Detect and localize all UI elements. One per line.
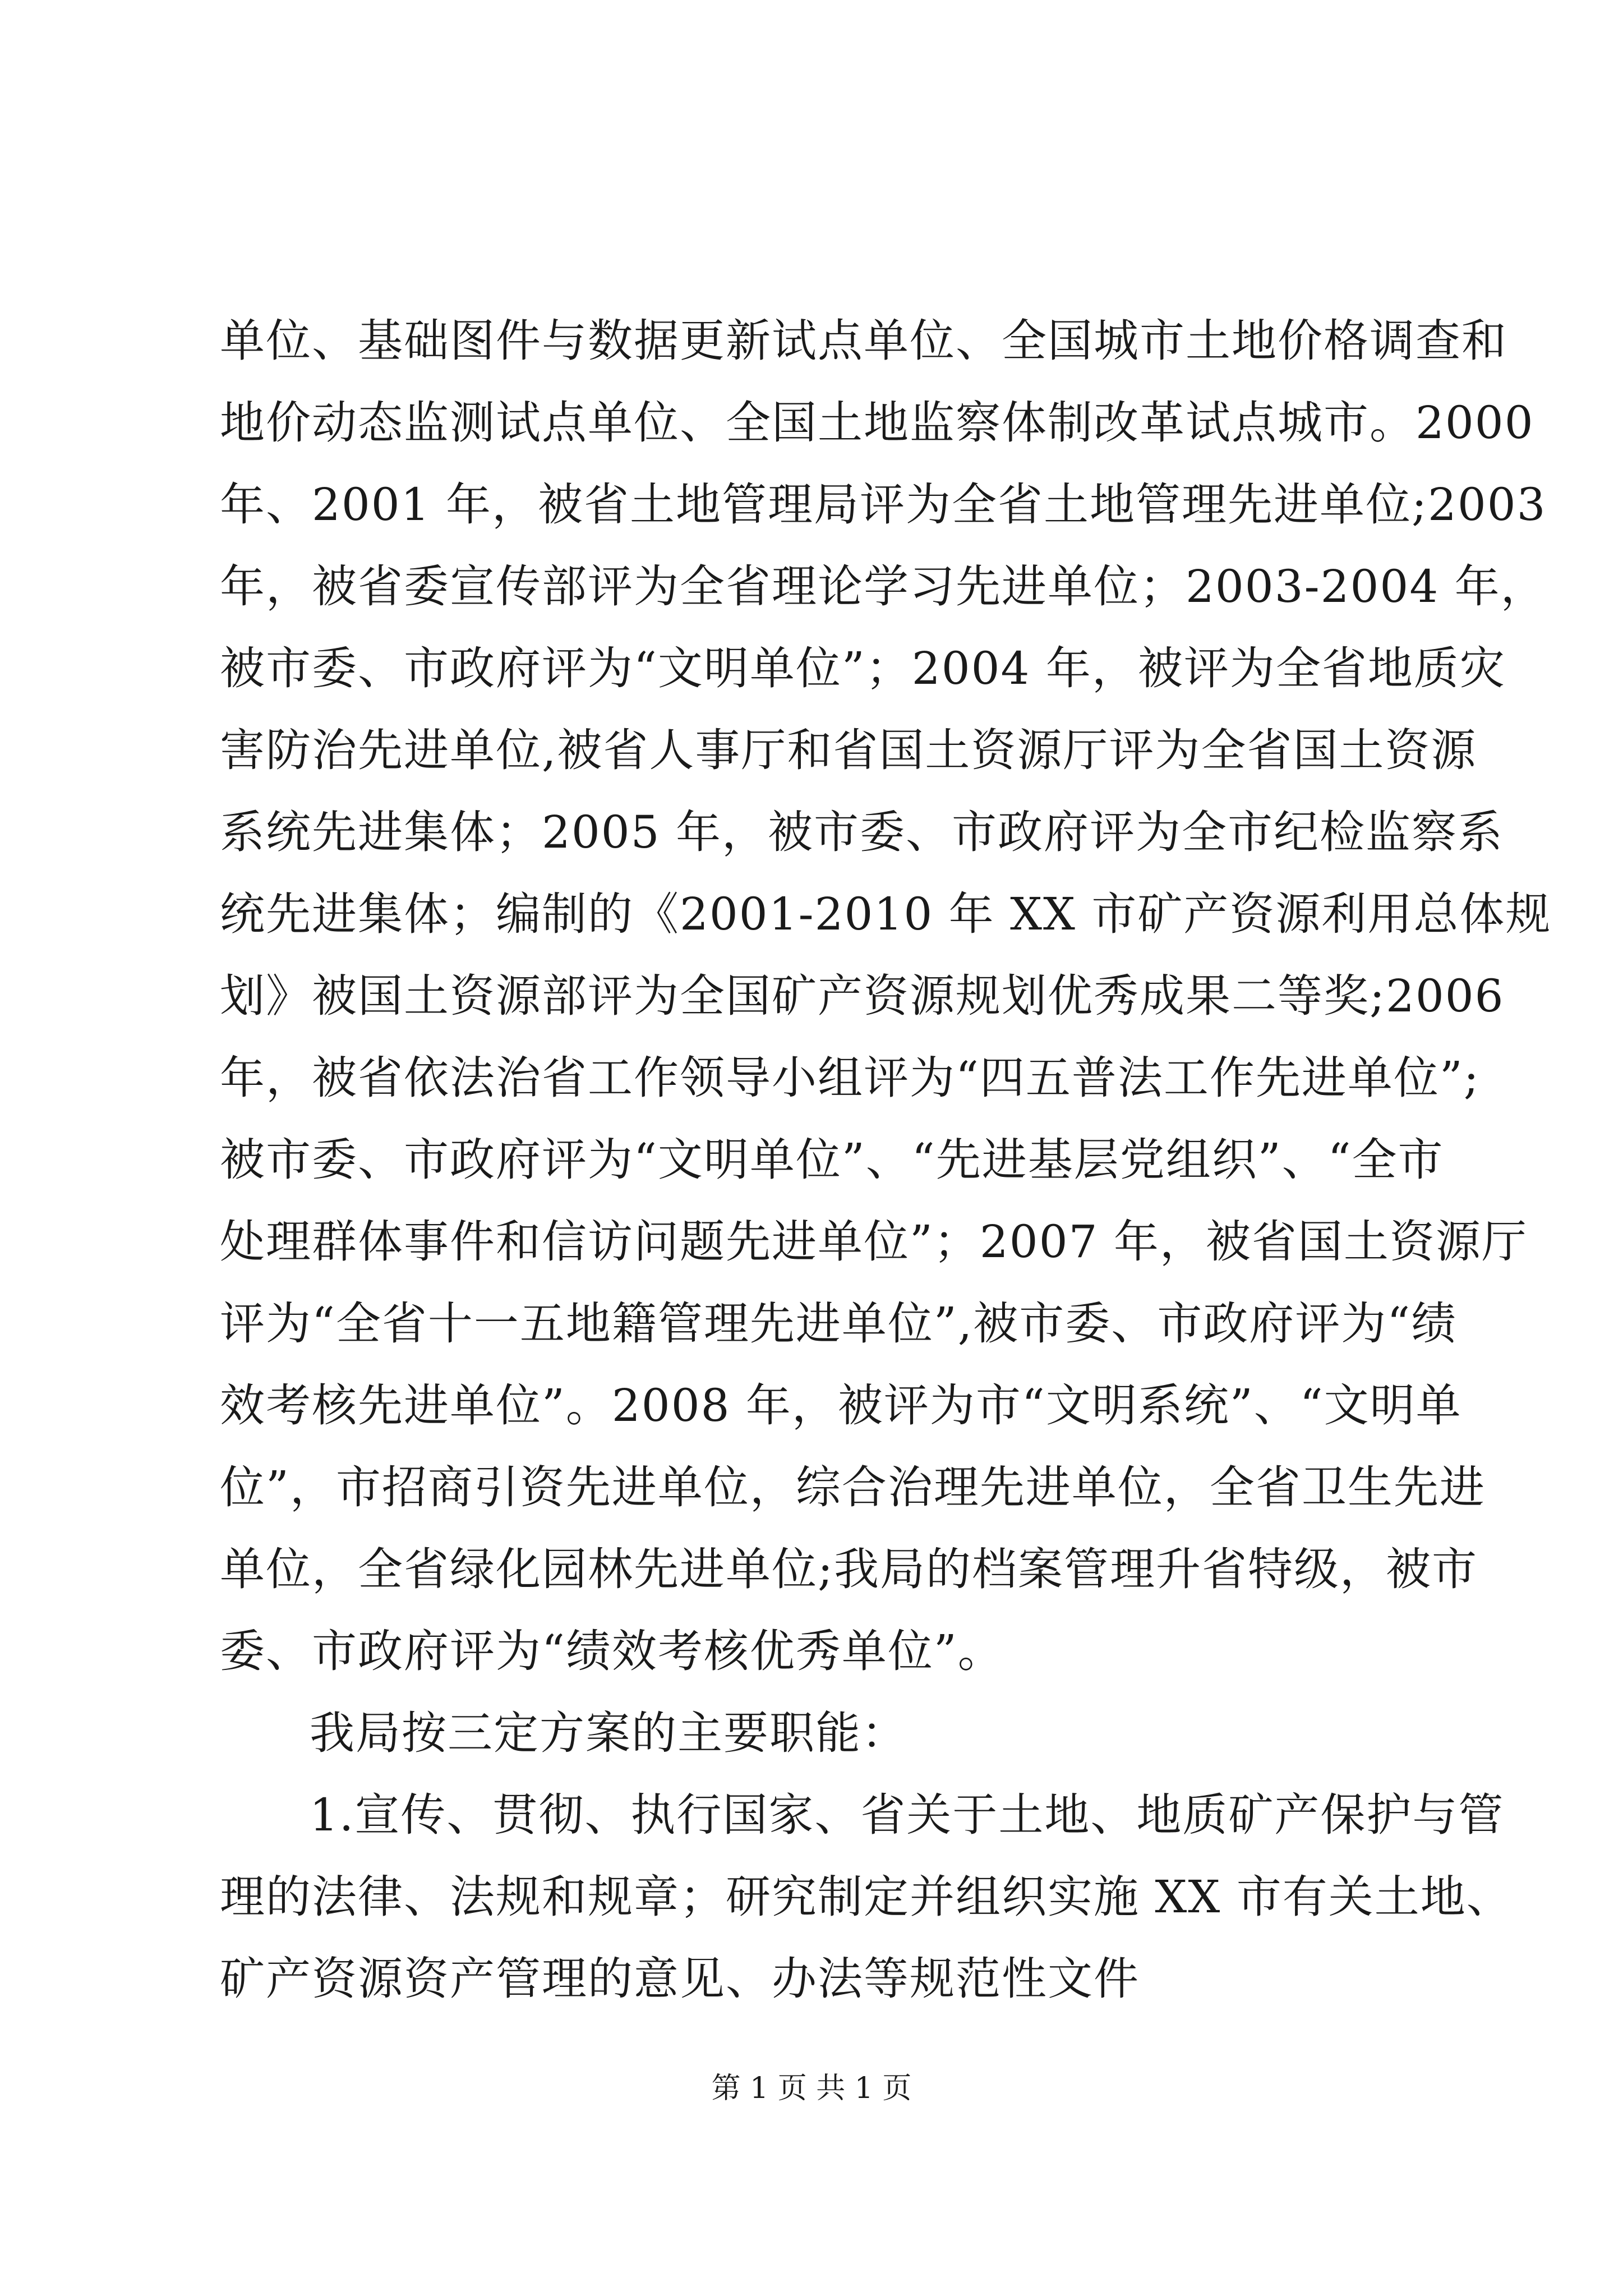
text-line: 害防治先进单位,被省人事厅和省国土资源厅评为全省国土资源 bbox=[220, 724, 1477, 776]
paragraph-functions-intro bbox=[220, 1692, 1442, 1774]
paragraph-awards bbox=[220, 300, 1552, 1692]
text-line: 我局按三定方案的主要职能： bbox=[310, 1707, 907, 1759]
text-line: 年、2001 年，被省土地管理局评为全省土地管理先进单位;2003 bbox=[220, 478, 1547, 531]
text-line: 位”，市招商引资先进单位，综合治理先进单位，全省卫生先进 bbox=[220, 1461, 1486, 1513]
text-line: 年，被省委宣传部评为全省理论学习先进单位；2003-2004 年， bbox=[220, 560, 1547, 613]
text-line: 1.宣传、贯彻、执行国家、省关于土地、地质矿产保护与管 bbox=[310, 1789, 1505, 1841]
text-line: 年，被省依法治省工作领导小组评为“四五普法工作先进单位”; bbox=[220, 1052, 1480, 1104]
document-body bbox=[220, 300, 1552, 2020]
text-line: 单位，全省绿化园林先进单位;我局的档案管理升省特级，被市 bbox=[220, 1543, 1478, 1595]
text-line: 处理群体事件和信访问题先进单位”；2007 年，被省国土资源厅 bbox=[220, 1216, 1528, 1268]
text-line: 委、市政府评为“绩效考核优秀单位”。 bbox=[220, 1625, 1004, 1677]
paragraph-function-1 bbox=[220, 1774, 1513, 2020]
text-line: 统先进集体；编制的《2001-2010 年 XX 市矿产资源利用总体规 bbox=[220, 888, 1552, 940]
page-footer bbox=[0, 2069, 1623, 2108]
text-line: 评为“全省十一五地籍管理先进单位”,被市委、市政府评为“绩 bbox=[220, 1297, 1458, 1350]
text-line: 单位、基础图件与数据更新试点单位、全国城市土地价格调查和 bbox=[220, 315, 1507, 367]
text-line: 被市委、市政府评为“文明单位”；2004 年，被评为全省地质灾 bbox=[220, 642, 1506, 694]
text-line: 系统先进集体；2005 年，被市委、市政府评为全市纪检监察系 bbox=[220, 806, 1504, 858]
text-line: 矿产资源资产管理的意见、办法等规范性文件 bbox=[220, 1953, 1140, 2005]
text-line: 被市委、市政府评为“文明单位”、“先进基层党组织”、“全市 bbox=[220, 1134, 1444, 1186]
page-number-label: 第 1 页 共 1 页 bbox=[711, 2072, 912, 2105]
text-line: 理的法律、法规和规章；研究制定并组织实施 XX 市有关土地、 bbox=[220, 1871, 1513, 1923]
text-line: 效考核先进单位”。2008 年，被评为市“文明系统”、“文明单 bbox=[220, 1379, 1462, 1432]
text-line: 地价动态监测试点单位、全国土地监察体制改革试点城市。2000 bbox=[220, 397, 1534, 449]
text-line: 划》被国土资源部评为全国矿产资源规划优秀成果二等奖;2006 bbox=[220, 970, 1505, 1022]
